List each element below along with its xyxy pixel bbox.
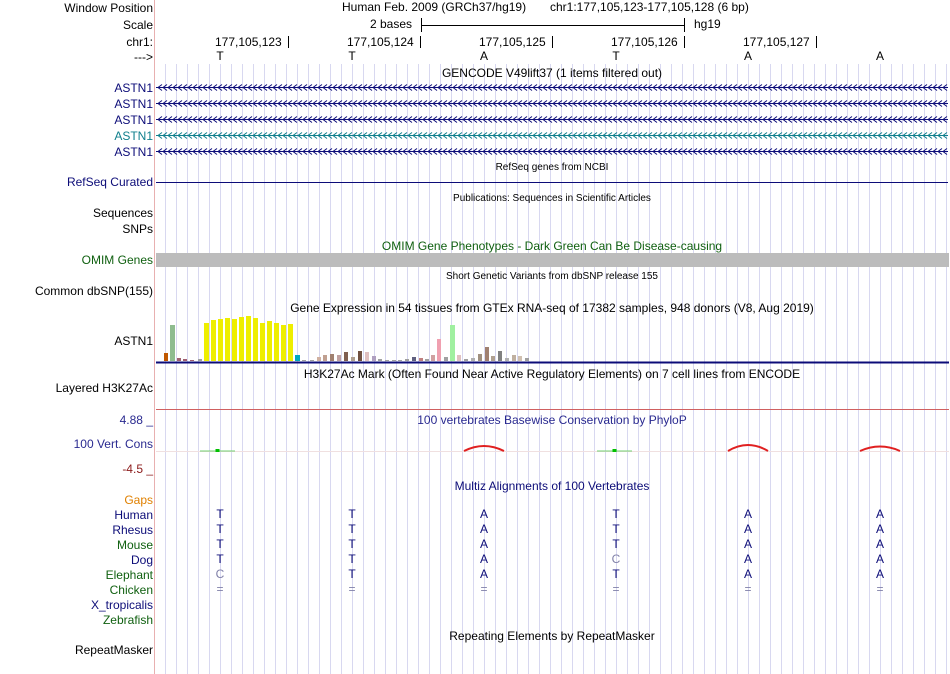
ruler-tick-label: 177,105,127 [743, 35, 810, 49]
alignment-base: A [743, 522, 752, 536]
alignment-base: T [612, 507, 620, 521]
gtex-tissue-bar [491, 356, 495, 361]
species-label-human: Human [114, 508, 153, 522]
gtex-tissue-bar [358, 351, 362, 361]
alignment-base: T [216, 522, 224, 536]
gtex-tissue-bar [518, 356, 522, 361]
position-readout: chr1:177,105,123-177,105,128 (6 bp) [550, 0, 749, 14]
species-label-x_tropicalis: X_tropicalis [90, 598, 153, 612]
h3k27ac-track-title: H3K27Ac Mark (Often Found Near Active Regulatory Elements) on 7 cell lines from ENCODE [303, 367, 801, 381]
gtex-tissue-bar [464, 359, 468, 361]
gtex-tissue-bar [288, 324, 293, 361]
gtex-tissue-bar [344, 352, 348, 361]
alignment-base: = [876, 582, 884, 596]
omim-track-title: OMIM Gene Phenotypes - Dark Green Can Be Disease-causing [381, 239, 723, 253]
gtex-tissue-bar [260, 323, 265, 361]
gtex-track-title: Gene Expression in 54 tissues from GTEx RNA-seq of 17382 samples, 948 donors (V8, Aug 2019) [290, 301, 814, 315]
window-position-label: Window Position [64, 1, 153, 15]
ruler-tick-label: 177,105,124 [347, 35, 414, 49]
species-label-chicken: Chicken [109, 583, 153, 597]
gtex-tissue-bar [246, 316, 251, 361]
alignment-base: T [216, 507, 224, 521]
alignment-base: T [348, 552, 356, 566]
gtex-tissue-bar [437, 339, 441, 361]
gtex-tissue-bar [478, 354, 482, 361]
phylop-track-title: 100 vertebrates Basewise Conservation by PhyloP [417, 413, 687, 427]
refseq-track-title: RefSeq genes from NCBI [495, 162, 609, 173]
gtex-tissue-bar [323, 355, 327, 361]
scale-text: 2 bases [370, 17, 413, 31]
alignment-base: A [875, 507, 884, 521]
phylop-mark [216, 449, 220, 452]
gtex-tissue-bar [183, 359, 187, 361]
gtex-tissue-bar [232, 319, 237, 361]
gtex-tissue-bar [317, 357, 321, 361]
strand-label: ---> [134, 50, 153, 64]
gtex-tissue-bar [351, 357, 355, 361]
gtex-tissue-bar [177, 358, 181, 361]
db-name: hg19 [694, 17, 721, 31]
alignment-base: A [743, 567, 752, 581]
phylop-min-label: -4.5 _ [122, 462, 153, 476]
phylop-mark [613, 449, 617, 452]
alignment-base: = [216, 582, 224, 596]
alignment-base: T [612, 522, 620, 536]
alignment-base: A [875, 537, 884, 551]
phylop-track-label[interactable]: 100 Vert. Cons [73, 437, 153, 451]
gtex-tissue-bar [164, 353, 168, 361]
gtex-tissue-bar [170, 325, 175, 361]
phylop-max-label: 4.88 _ [119, 413, 153, 427]
alignment-base: A [479, 522, 488, 536]
alignment-base: C [611, 552, 621, 566]
gtex-tissue-bar [239, 317, 244, 361]
gtex-tissue-bar [253, 318, 258, 361]
alignment-base: T [348, 507, 356, 521]
alignment-base: A [743, 507, 752, 521]
gtex-tissue-bar [392, 360, 396, 361]
alignment-base: A [875, 552, 884, 566]
alignment-base: T [348, 567, 356, 581]
gtex-tissue-bar [198, 359, 202, 361]
omim-track-label[interactable]: OMIM Genes [81, 253, 153, 267]
alignment-base: A [479, 507, 488, 521]
reference-base: T [348, 49, 356, 63]
gtex-tissue-bar [218, 319, 223, 361]
gtex-tissue-bar [372, 356, 376, 361]
assembly-name: Human Feb. 2009 (GRCh37/hg19) [342, 0, 527, 14]
gtex-tissue-bar [398, 360, 402, 361]
gtex-tissue-bar [431, 355, 435, 361]
gaps-label: Gaps [124, 493, 153, 507]
gtex-tissue-bar [337, 355, 341, 361]
alignment-base: T [348, 522, 356, 536]
omim-bar [156, 253, 949, 267]
alignment-base: A [875, 522, 884, 536]
alignment-base: C [215, 567, 225, 581]
gtex-tissue-bar [419, 358, 423, 361]
ruler-tick-label: 177,105,123 [215, 35, 282, 49]
reference-base: A [479, 49, 488, 63]
scale-label: Scale [122, 18, 153, 32]
gencode-row-label[interactable]: ASTN1 [114, 81, 153, 95]
gtex-tissue-bar [498, 351, 502, 361]
alignment-base: T [612, 537, 620, 551]
gencode-row-label[interactable]: ASTN1 [114, 113, 153, 127]
gtex-tissue-bar [330, 354, 334, 361]
alignment-base: A [743, 552, 752, 566]
gtex-tissue-bar [274, 323, 279, 361]
gtex-tissue-bar [190, 360, 194, 361]
species-label-zebrafish: Zebrafish [102, 613, 153, 627]
gtex-tissue-bar [281, 325, 286, 361]
gtex-tissue-bar [225, 318, 230, 361]
reference-base: T [216, 49, 224, 63]
gtex-tissue-bar [485, 347, 489, 361]
species-label-rhesus: Rhesus [112, 523, 153, 537]
publications-track-title: Publications: Sequences in Scientific Articles [453, 193, 651, 204]
alignment-base: T [216, 537, 224, 551]
gtex-tissue-bar [385, 360, 389, 361]
gtex-tissue-bar [211, 320, 216, 361]
gencode-track-title: GENCODE V49lift37 (1 items filtered out) [441, 66, 663, 80]
gtex-tissue-bar [512, 355, 516, 361]
gtex-tissue-bar [412, 357, 416, 361]
gtex-tissue-bar [450, 325, 455, 361]
gtex-tissue-bar [505, 358, 509, 361]
dbsnp-track-title: Short Genetic Variants from dbSNP release 155 [446, 271, 658, 282]
alignment-base: A [743, 537, 752, 551]
refseq-track-label[interactable]: RefSeq Curated [66, 175, 153, 189]
gtex-tissue-bar [267, 321, 272, 361]
gtex-tissue-bar [295, 355, 300, 361]
gtex-track-label[interactable]: ASTN1 [114, 334, 153, 348]
ruler-tick-label: 177,105,125 [479, 35, 546, 49]
species-label-mouse: Mouse [116, 538, 153, 552]
alignment-base: = [744, 582, 752, 596]
gtex-tissue-bar [405, 359, 409, 361]
alignment-base: T [216, 552, 224, 566]
ruler-tick-label: 177,105,126 [611, 35, 678, 49]
gencode-row-label[interactable]: ASTN1 [114, 145, 153, 159]
alignment-base: T [612, 567, 620, 581]
gtex-tissue-bar [302, 360, 306, 361]
species-label-dog: Dog [130, 553, 153, 567]
alignment-base: T [348, 537, 356, 551]
alignment-base: A [875, 567, 884, 581]
gtex-tissue-bar [457, 355, 461, 361]
gtex-tissue-bar [365, 352, 369, 361]
species-label-elephant: Elephant [105, 568, 153, 582]
gtex-tissue-bar [378, 359, 382, 361]
reference-base: A [875, 49, 884, 63]
reference-base: A [743, 49, 752, 63]
alignment-base: = [480, 582, 488, 596]
snps-track-label[interactable]: SNPs [122, 222, 153, 236]
gencode-row-label[interactable]: ASTN1 [114, 129, 153, 143]
multiz-track-title: Multiz Alignments of 100 Vertebrates [454, 479, 650, 493]
repeatmasker-track-title: Repeating Elements by RepeatMasker [449, 629, 655, 643]
h3k27ac-track-label[interactable]: Layered H3K27Ac [55, 381, 153, 395]
alignment-base: A [479, 567, 488, 581]
gtex-tissue-bar [310, 360, 314, 361]
gencode-row-label[interactable]: ASTN1 [114, 97, 153, 111]
dbsnp-track-label[interactable]: Common dbSNP(155) [34, 284, 153, 298]
gtex-tissue-bar [444, 357, 448, 361]
chrom-label: chr1: [126, 35, 153, 49]
gtex-tissue-bar [471, 358, 475, 361]
reference-base: T [612, 49, 620, 63]
gtex-tissue-bar [204, 323, 209, 361]
gtex-tissue-bar [425, 359, 429, 361]
alignment-base: = [348, 582, 356, 596]
alignment-base: A [479, 537, 488, 551]
repeatmasker-track-label[interactable]: RepeatMasker [74, 643, 153, 657]
alignment-base: A [479, 552, 488, 566]
gtex-tissue-bar [525, 358, 529, 361]
alignment-base: = [612, 582, 620, 596]
sequences-track-label[interactable]: Sequences [92, 206, 153, 220]
